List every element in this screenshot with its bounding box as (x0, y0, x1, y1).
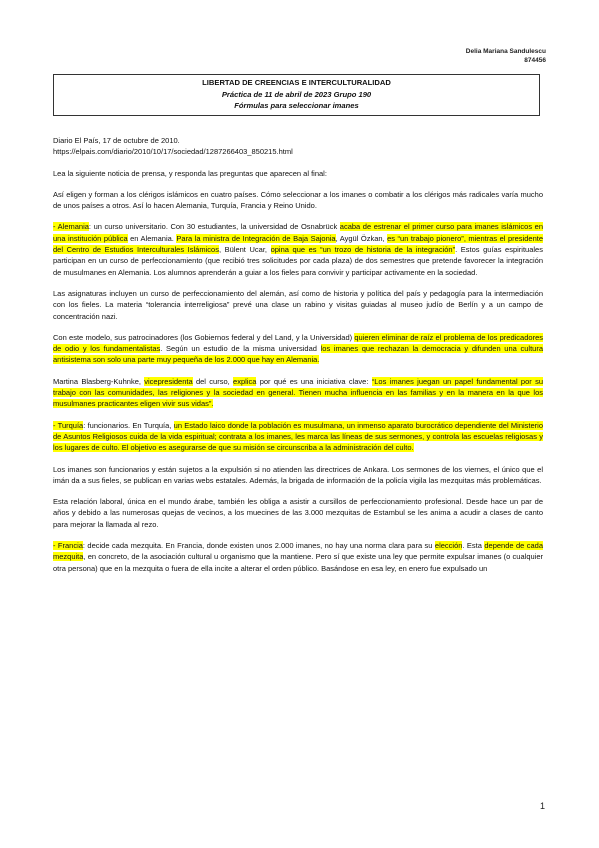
course-title: LIBERTAD DE CREENCIAS E INTERCULTURALIDAD (202, 78, 391, 87)
highlighted-text: Para la ministra de Integración de Baja Sajonia (176, 233, 336, 243)
instructions: Lea la siguiente noticia de prensa, y responda las preguntas que aparecen al final: (53, 168, 327, 178)
text-segment: en Alemania. (127, 233, 177, 243)
highlighted-text: opina que es “un trozo de historia de la integración” (270, 245, 456, 255)
paragraph-turquia (53, 420, 543, 454)
highlighted-text: - Alemania (53, 222, 89, 232)
highlighted-text: vicepresidenta (144, 376, 193, 386)
highlighted-text: los imanes que rechazan la democracia y difunden una cultura antisistema son solo una parte muy pequeña de los 2.000 que hay en Alemania. (53, 344, 544, 365)
author-block (466, 47, 546, 65)
text-segment: : funcionarios. En Turquía, (83, 420, 174, 430)
document-body (53, 135, 543, 584)
paragraph-asignaturas: Las asignaturas incluyen un curso de perfeccionamiento del alemán, así como de historia y política del país y pedagogía para la intermediación con los fieles. La materia “tolerancia interreligiosa” prevé una clase un rabino y visitas guiadas al museo judío de Berlín y a un campo de concentración nazi. (53, 288, 543, 321)
text-segment: : decide cada mezquita. En Francia, donde existen unos 2.000 imanes, no hay una norma clara para su (82, 541, 435, 551)
paragraph-alemania (53, 221, 543, 277)
paragraph-intro: Así eligen y forman a los clérigos islámicos en cuatro países. Cómo seleccionar a los imanes o combatir a los clérigos más radicales varía mucho de unos países a otros. Así lo hacen Alemania, Turquía, Francia y Reino Unido. (53, 189, 543, 211)
text-segment: : un curso universitario. Con 30 estudiantes, la universidad de Osnabrück (88, 222, 340, 232)
highlighted-text: , mientras el presidente del Centro de Estudios Interculturales Islámicos (53, 233, 543, 255)
paragraph-francia (53, 540, 543, 574)
source-citation (53, 135, 543, 158)
practice-date: Práctica de 11 de abril de 2023 Grupo 190 (221, 89, 372, 99)
paragraph-modelo (53, 332, 543, 366)
highlighted-text: quieren eliminar de raíz el problema de los predicadores de odio y los fundamentalistas (53, 332, 543, 354)
paragraph-blasberg (53, 376, 543, 410)
title-box (53, 74, 540, 116)
highlighted-text: depende de cada mezquita (53, 541, 543, 562)
page-number: 1 (539, 801, 545, 811)
text-segment: , Aygül Özkan, (335, 233, 388, 243)
highlighted-text: un Estado laico donde la población es musulmana, un inmenso aparato burocrático dependiente del Ministerio de Asuntos Religiosos cuida de la vida espiritual; contrata a los imanes, les marca las líneas de sus sermones, y controla las escuelas religiosas y los lugares de culto. El objetivo es asegurarse de que su misión se circunscriba a la administración del culto. (53, 420, 543, 453)
highlighted-text: - Francia (53, 541, 83, 551)
text-segment: Con este modelo, sus patrocinadores (los Gobiernos federal y del Land, y la Universidad) (53, 332, 355, 342)
practice-topic: Fórmulas para seleccionar imanes (234, 101, 359, 110)
author-name: Delia Mariana Sandulescu (465, 48, 546, 55)
highlighted-text: acaba de estrenar el primer curso para imanes islámicos en una institución pública (53, 222, 543, 243)
text-segment: , Bülent Ucar, (218, 245, 271, 255)
highlighted-text: es “un trabajo pionero” (387, 233, 464, 243)
text-segment: , en concreto, de la asociación cultural u organismo que la mantiene. Pero sí que existe una ley que permite expulsar imanes (o cualquier otra persona) que en la mezquita o fuera de ella incite a alterar el orden público. Basándose en esa ley, en enero fue expulsado un (53, 552, 543, 573)
highlighted-text: - Turquía (53, 420, 84, 430)
text-segment: por qué es una iniciativa clave: (256, 376, 372, 386)
text-segment: . Esta (462, 541, 485, 551)
highlighted-text: explica (233, 376, 257, 386)
text-segment: . Estos guías espirituales participan en un curso de perfeccionamiento (que recibió tres solicitudes por cada plaza) de dos semestres que pretende favorecer la integración de musulmanes en Alemania. Los alumnos aprenderán a guiar a los fieles para convivir y participar activamente en la sociedad. (53, 245, 543, 277)
text-segment: del curso, (192, 376, 234, 386)
source-newspaper: Diario El País, 17 de octubre de 2010. (53, 136, 180, 145)
paragraph-relacion-laboral: Esta relación laboral, única en el mundo árabe, también les obliga a asistir a cursillos de perfeccionamiento profesional. Desde hace un par de años y debido a las numerosas quejas de vecinos, a los muecines de las 3.000 mezquitas de Estambul se les anima a acudir a clases de canto para mejorar la llamada al rezo. (53, 497, 543, 529)
paragraph-funcionarios: Los imanes son funcionarios y están sujetos a la expulsión si no atienden las directrices de Ankara. Los sermones de los viernes, el único que el imán da a sus fieles, se publican en varias webs estatales. Además, la brigada de información de la policía vigila las mezquitas más problemáticas. (53, 464, 543, 485)
text-segment: . Según un estudio de la misma universidad (160, 344, 321, 354)
highlighted-text: “Los imanes juegan un papel fundamental por su trabajo con las comunidades, las religiones y la sociedad en general. Tienen mucha influencia en las familias y en la manera en la que los musulmanes practicantes eligen vivir sus vidas”. (53, 376, 544, 409)
text-segment: Martina Blasberg-Kuhnke, (53, 376, 145, 386)
highlighted-text: elección (434, 541, 463, 551)
student-id: 874456 (524, 57, 546, 64)
source-url: https://elpais.com/diario/2010/10/17/sociedad/1287266403_850215.html (53, 147, 293, 157)
